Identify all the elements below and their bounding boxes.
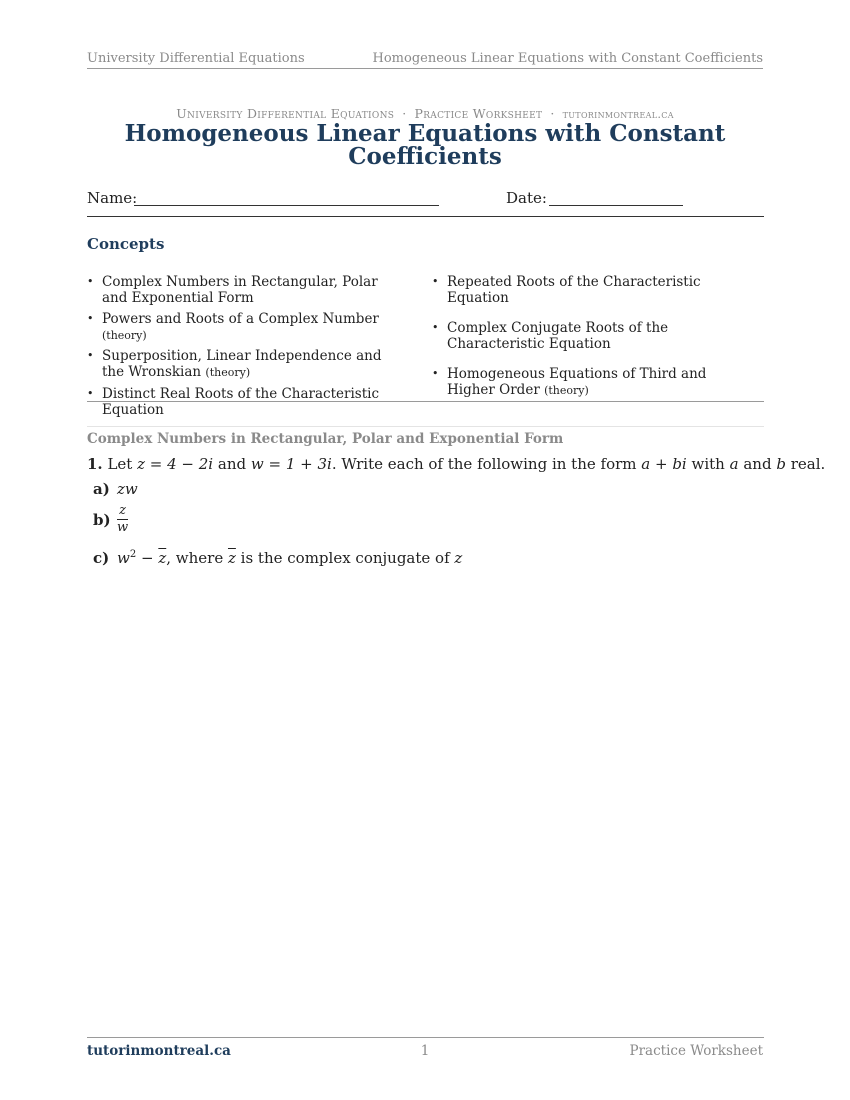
divider	[87, 401, 764, 402]
site-name: tutorinmontreal.ca	[562, 107, 674, 121]
separator-dot: ·	[550, 106, 555, 121]
date-label: Date:	[506, 189, 547, 207]
problem-number: 1.	[87, 455, 103, 473]
fraction-denominator: w	[117, 520, 129, 535]
name-field-line[interactable]	[134, 205, 439, 206]
math-inline: zw	[117, 480, 138, 498]
theory-tag: (theory)	[102, 329, 147, 342]
concepts-right-column	[432, 274, 752, 399]
separator-dot: ·	[402, 106, 407, 121]
name-label: Name:	[87, 189, 138, 207]
course-line	[0, 106, 850, 121]
math-inline: w = 1 + 3i	[250, 455, 332, 473]
math-inline: a + bi	[641, 455, 687, 473]
math-inline: z = 4 − 2i	[137, 455, 214, 473]
part-label: c)	[93, 549, 110, 567]
footer-site: tutorinmontreal.ca	[87, 1043, 231, 1059]
concept-item: • Homogeneous Equations of Third and Higher Order (theory)	[432, 366, 752, 399]
concept-item: • Powers and Roots of a Complex Number (theory)	[87, 311, 397, 344]
page-number: 1	[420, 1043, 430, 1059]
fraction-numerator: z	[117, 504, 128, 520]
concept-item: • Superposition, Linear Independence and the Wronskian (theory)	[87, 348, 397, 381]
fraction	[117, 504, 128, 535]
problem-part-b	[93, 504, 128, 535]
worksheet-kind: Practice Worksheet	[414, 106, 543, 121]
divider	[87, 426, 764, 427]
concept-item: • Repeated Roots of the Characteristic Equation	[432, 274, 752, 306]
footer-label: Practice Worksheet	[629, 1043, 763, 1059]
part-label: b)	[93, 510, 111, 529]
course-name: University Differential Equations	[176, 106, 395, 121]
running-header-left: University Differential Equations	[87, 51, 305, 66]
problem-part-c: c) $w^2 - \overline{z}$, where $\overline{z}$ is the complex conjugate of z	[93, 549, 463, 567]
date-field-line[interactable]	[549, 205, 683, 206]
problem-statement: 1. Let z = 4 − 2i and w = 1 + 3i. Write each of the following in the form a + bi with a and b real.	[87, 455, 826, 473]
footer-divider	[87, 1037, 764, 1038]
page-title: Homogeneous Linear Equations with Constant Coefficients	[124, 120, 726, 170]
concepts-heading: Concepts	[87, 235, 165, 253]
concept-item: • Complex Conjugate Roots of the Characteristic Equation	[432, 320, 752, 352]
running-header	[87, 50, 763, 69]
theory-tag: (theory)	[544, 384, 589, 397]
problem-part-a	[93, 480, 138, 498]
part-label: a)	[93, 480, 110, 498]
concept-item: • Distinct Real Roots of the Characteristic Equation	[87, 386, 397, 418]
conjugate-z: $\overline{z}$	[158, 549, 167, 567]
concept-item: • Complex Numbers in Rectangular, Polar and Exponential Form	[87, 274, 397, 306]
running-header-right: Homogeneous Linear Equations with Constant Coefficients	[372, 51, 763, 66]
divider	[87, 216, 764, 217]
section-heading: Complex Numbers in Rectangular, Polar and Exponential Form	[87, 431, 564, 447]
theory-tag: (theory)	[205, 366, 251, 379]
conjugate-z: $\overline{z}$	[227, 549, 236, 567]
concepts-left-column	[87, 274, 397, 418]
